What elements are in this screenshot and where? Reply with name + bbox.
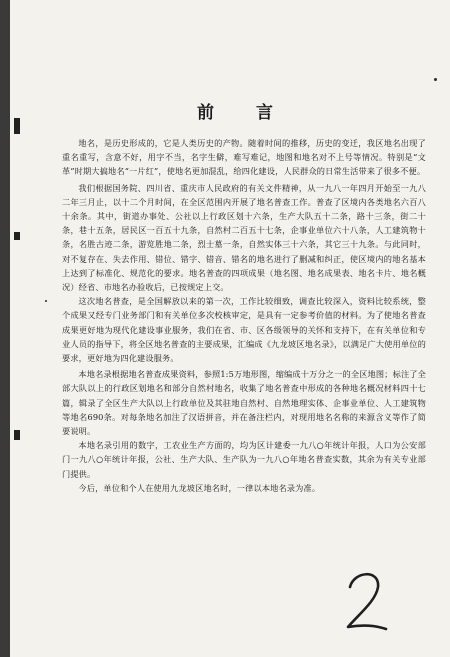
scan-edge-mark (14, 232, 20, 240)
paragraph-6: 今后，单位和个人在使用九龙坡区地名时，一律以本地名录为准。 (78, 482, 321, 493)
handwritten-page-number (340, 565, 390, 635)
paragraph-3: 这次地名普查，是全国解放以来的第一次，工作比较细致，调查比较深入，资料比较系统，整个成果又经专门业务部门和有关单位多次校核审定，是具有一定参考价值的材料。为了使地名普查成果更好地为现代化建设事业服务，我们在省、市、区各级领导的关怀和支持下，在有关单位和专业人员的指导下，将全区地名普查的主要成果，汇编成《九龙坡区地名录》，以满足广大使用单位的要求，更好地为四化建设服务。 (62, 296, 426, 364)
page-title: 前 言 (197, 103, 291, 123)
preface-body (62, 136, 426, 495)
ink-speck (434, 78, 437, 81)
paragraph-5: 本地名录引用的数字，工农业生产方面的，均为区计建委一九八○年统计年报，人口为公安部门一九八○年统计年报，公社、生产大队、生产队为一九八○年地名普查实数，其余为有关专业部门提供。 (62, 440, 426, 479)
paragraph-1: 地名，是历史形成的，它是人类历史的产物。随着时间的推移，历史的变迁，我区地名出现了重名重写，含意不好，用字不当，名字生僻，难写难记，地图和地名对不上号等情况。特别是“文革”时期大搞地名“一片红”，使地名更加混乱，给四化建设，人民群众的日常生活带来了很多不便。 (62, 138, 426, 177)
paragraph-2: 我们根据国务院、四川省、重庆市人民政府的有关文件精神，从一九八一年四月开始至一九八二年三月止，以十二个月时间，在全区范围内开展了地名普查工作。普查了区境内各类地名六百八十余条。其中，街道办事处、公社以上行政区划十六条，生产大队五十二条，路十三条，街二十条，巷十五条，居民区一百五十九条，自然村二百五十七条，企事业单位六十八条，人工建筑物十条，名胜古迹二条，游览胜地二条，烈士墓一条，自然实体三十六条，其它三十九条。与此同时，对不复存在、失去作用、错位、错字、错音、错名的地名进行了删减和纠正，使区境内的地名基本上达到了标准化、规范化的要求。地名普查的四项成果（地名图、地名成果表、地名卡片、地名概况）经省、市地名办验收后，已按规定上交。 (62, 182, 426, 293)
scan-edge-mark (14, 430, 20, 440)
paragraph-4: 本地名录根据地名普查成果资料，参照1:5万地形图，缩编成十万分之一的全区地图；标注了全部大队以上的行政区划地名和部分自然村地名，收集了地名普查中形成的各种地名概况材料四十七篇，辑录了全区生产大队以上行政单位及其驻地自然村、自然地理实体、企事业单位、人工建筑物等地名690条。对每条地名加注了汉语拼音，并在备注栏内，对现用地名名称的来源含义等作了简要说明。 (62, 369, 426, 437)
ink-speck (45, 300, 47, 302)
